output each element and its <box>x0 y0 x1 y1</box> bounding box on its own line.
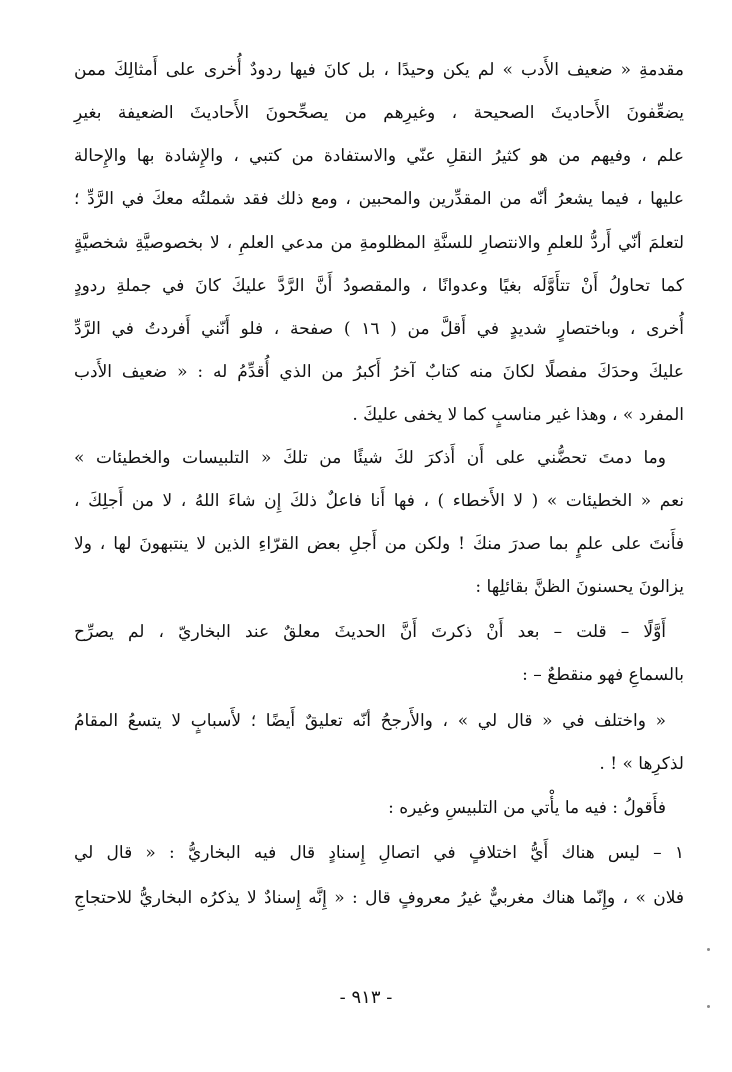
text-line: ١ – ليس هناك أَيُّ اختلافٍ في اتصالِ إِسنادٍ قال فيه البخاريُّ : « قال لي <box>74 843 684 863</box>
text-line: عليها ، فيما يشعرُ أنّه من المقدِّرين والمحبين ، ومع ذلك فقد شملتُه معكَ في الرَّدِّ ؛ <box>74 189 684 209</box>
text-line: نعم « الخطيئات » ( لا الأَخطاء ) ، فها أَنا فاعلٌ ذلكَ إِن شاءَ اللهُ ، لا من أَجلِكَ ، <box>74 491 684 511</box>
text-line: « واختلف في « قال لي » ، والأَرجحُ أنّه تعليقٌ أَيضًا ؛ لأَسبابٍ لا يتسعُ المقامُ <box>74 711 666 731</box>
text-line: أَوَّلًا – قلت – بعد أَنْ ذكرتَ أَنَّ الحديثَ معلقٌ عند البخاريّ ، لم يصرِّح <box>74 622 666 642</box>
margin-mark <box>707 948 710 951</box>
text-line: المفرد » ، وهذا غير مناسبٍ كما لا يخفى عليكَ . <box>352 405 684 425</box>
text-line: بالسماعِ فهو منقطعٌ – : <box>522 665 684 685</box>
text-line: يضعِّفونَ الأَحاديثَ الصحيحة ، وغيرِهم من يصحِّحونَ الأَحاديثَ الضعيفة بغيرِ <box>74 103 684 123</box>
text-line: أُخرى ، وباختصارٍ شديدٍ في أَقلَّ من ( ١٦ ) صفحة ، فلو أَنّني أَفردتُ في الرَّدِّ <box>74 319 684 339</box>
page-number: - ٩١٣ - <box>339 987 393 1008</box>
margin-mark <box>707 1005 710 1008</box>
text-line: لذكرِها » ! . <box>599 754 684 774</box>
text-line: فلان » ، وإِنّما هناك مغربيٌّ غيرُ معروفٍ قال : « إِنَّه إِسنادٌ لا يذكرُه البخاريُّ للاحتجاجِ <box>74 888 684 908</box>
text-line: وما دمتَ تحضُّني على أَن أَذكرَ لكَ شيئًا من تلكَ « التلبيسات والخطيئات » <box>74 448 666 468</box>
text-line: كما تحاولُ أَنْ تتأَوَّلَه بغيًا وعدوانًا ، والمقصودُ أَنَّ الرَّدَّ عليكَ كانَ في جملةِ ردودٍ <box>74 276 684 296</box>
text-line: مقدمةِ « ضعيف الأَدب » لم يكن وحيدًا ، بل كانَ فيها ردودٌ أُخرى على أَمثالِكَ ممن <box>74 60 684 80</box>
text-line: فأَنتَ على علمٍ بما صدرَ منكَ ! ولكن من أَجلِ بعض القرّاءِ الذين لا ينتبهونَ لها ، ولا <box>74 534 684 554</box>
text-line: لتعلمَ أنّي أَردُّ للعلمِ والانتصارِ للسنَّةِ المظلومةِ من مدعي العلمِ ، لا بخصوصيَّةِ شخصيَّةٍ <box>74 233 684 253</box>
text-line: فأَقولُ : فيه ما يأْتي من التلبيسِ وغيره : <box>388 798 666 818</box>
text-line: يزالونَ يحسنونَ الظنَّ بقائلِها : <box>475 577 684 597</box>
text-line: عليكَ وحدَكَ مفصلًا لكانَ منه كتابٌ آخرُ أَكبرُ من الذي أُقدِّمُ له : « ضعيف الأَدب <box>74 362 684 382</box>
text-line: علم ، وفيهم من هو كثيرُ النقلِ عنّي والاستفادة من كتبي ، والإِشادة بها والإِحالة <box>74 146 684 166</box>
